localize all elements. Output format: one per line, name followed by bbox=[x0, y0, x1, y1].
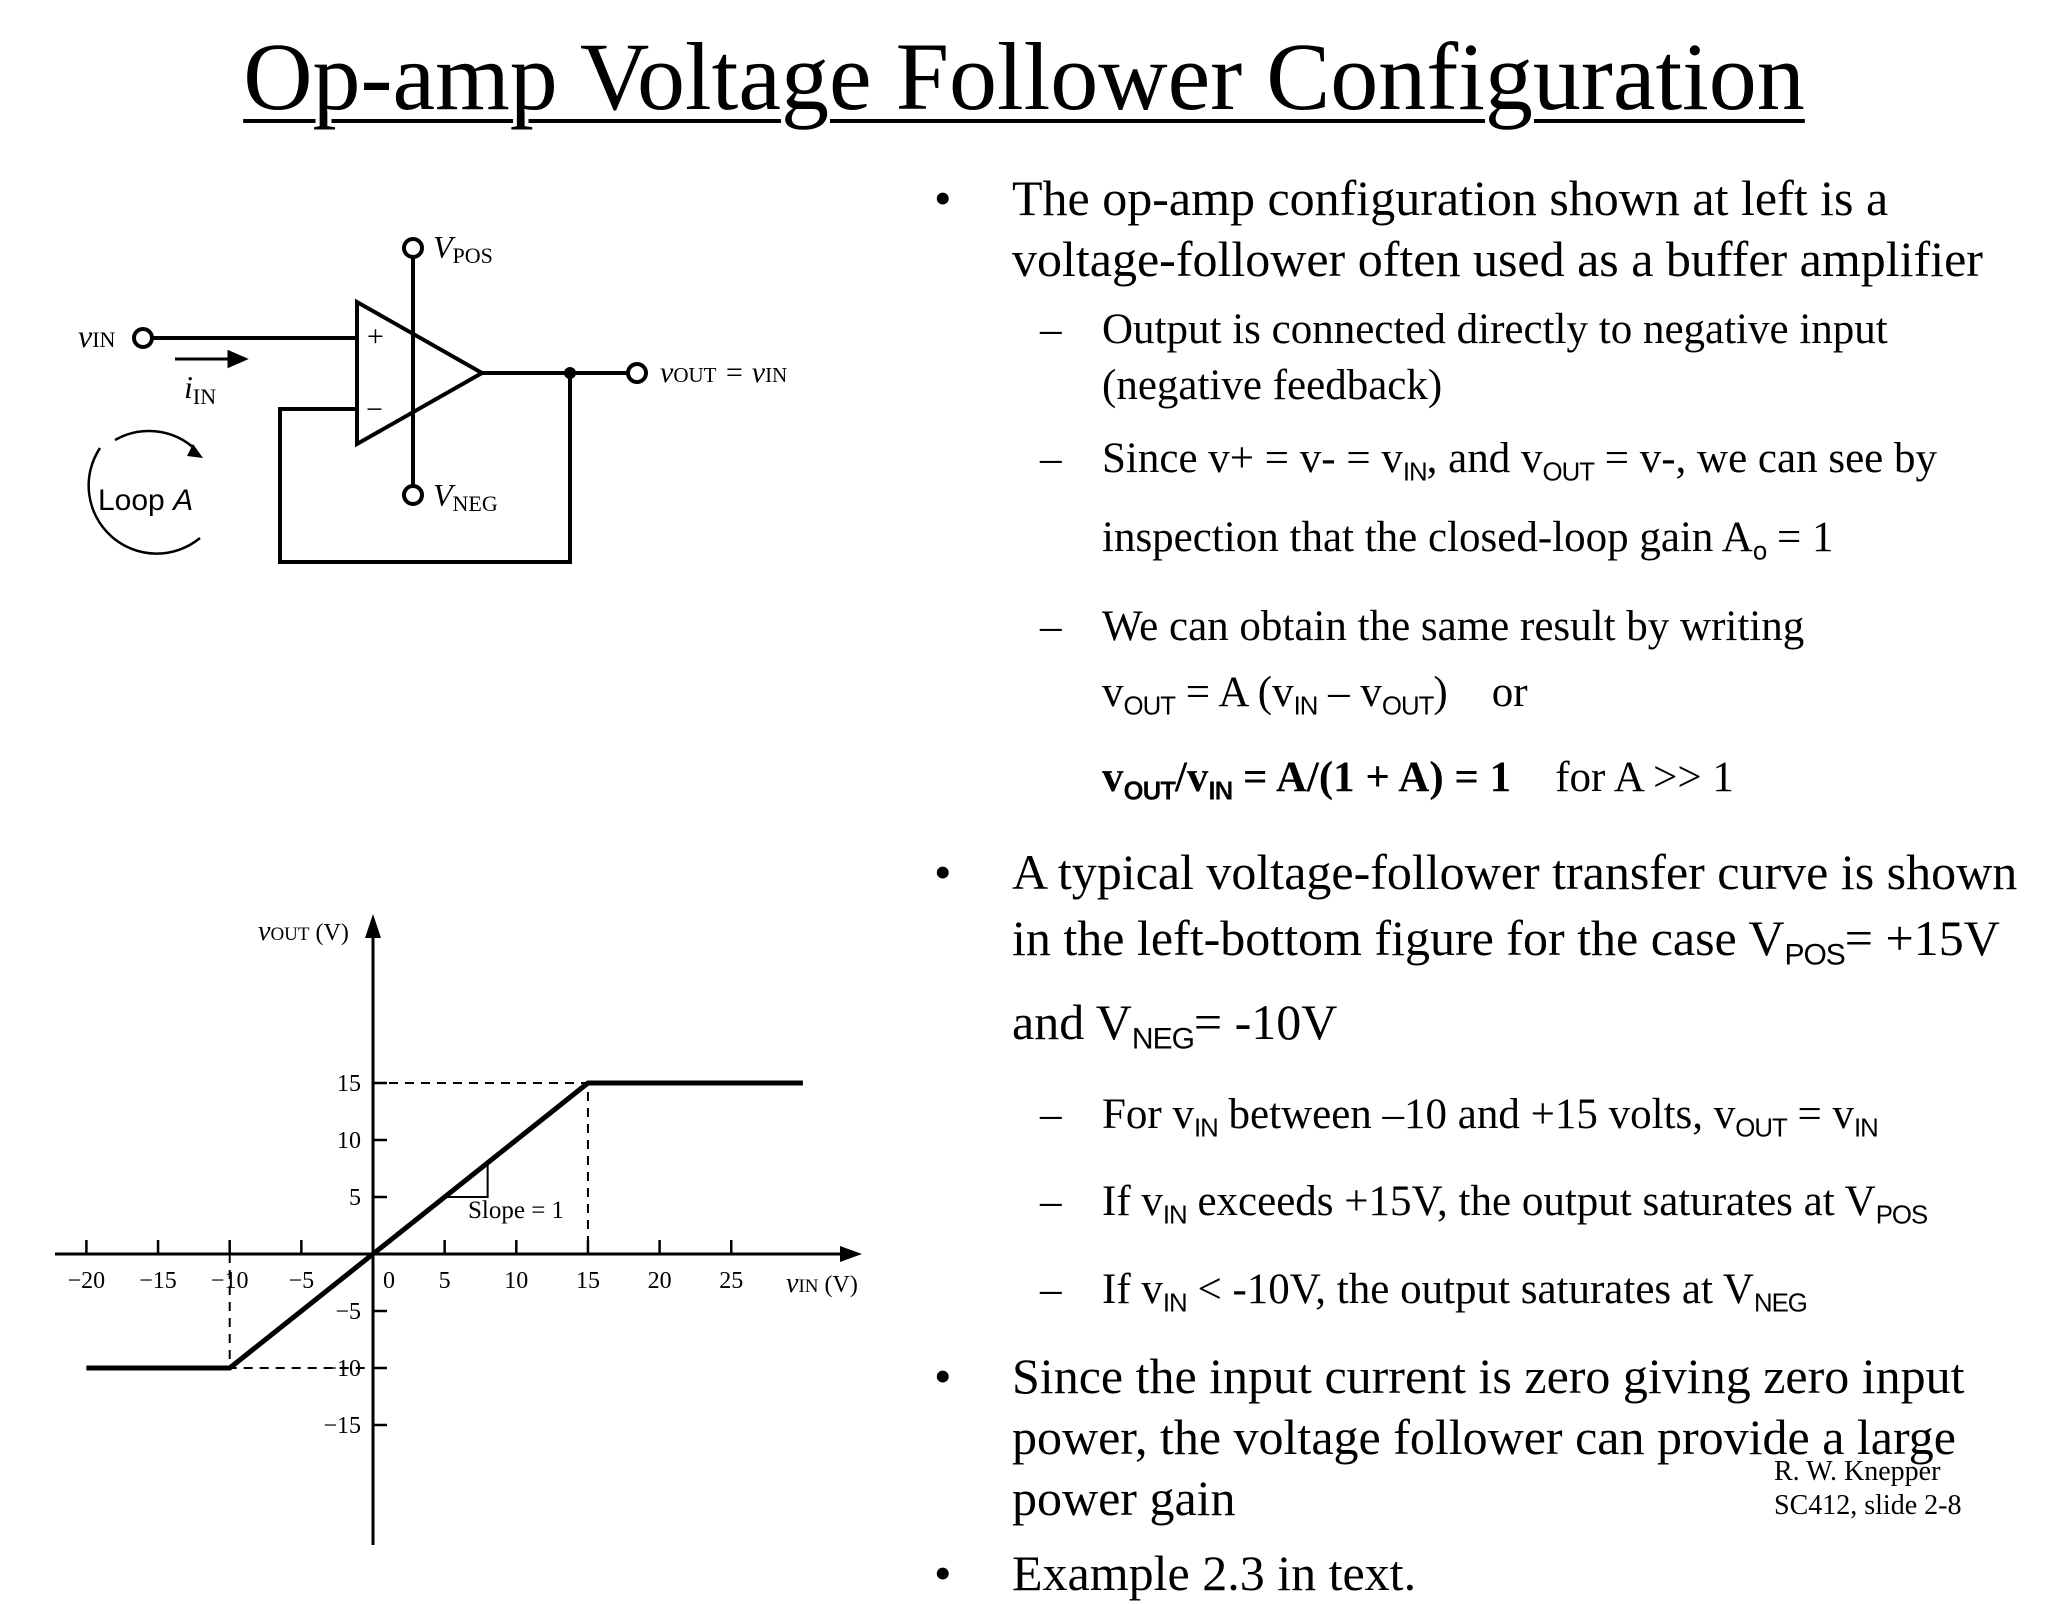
x-tick-label: −10 bbox=[210, 1268, 249, 1294]
x-tick-label: 5 bbox=[438, 1268, 451, 1294]
y-tick-label: −5 bbox=[335, 1299, 361, 1325]
subscript: IN bbox=[1854, 1114, 1878, 1143]
bullet-1-sub-1-text: Output is connected directly to negative input (negative feedback) bbox=[1102, 306, 1888, 409]
y-tick-label: 5 bbox=[349, 1185, 361, 1211]
svg-text:Loop A bbox=[98, 484, 193, 517]
text-run: /v bbox=[1174, 753, 1209, 801]
y-axis-label-unit: (V) bbox=[309, 920, 349, 946]
x-tick-label: 0 bbox=[383, 1268, 395, 1294]
bullet-1-sub-1 bbox=[920, 302, 2040, 414]
bullet-1-sub-2 bbox=[920, 426, 2040, 585]
subscript: NEG bbox=[1753, 1288, 1807, 1317]
text-run: If v bbox=[1102, 1265, 1163, 1313]
x-axis-label-main: v bbox=[786, 1268, 799, 1299]
vout-eq: = v bbox=[716, 356, 766, 389]
subscript: POS bbox=[1875, 1201, 1928, 1230]
vneg-terminal bbox=[404, 486, 422, 504]
feedback-wire bbox=[280, 373, 570, 562]
text-run: between –10 and +15 volts, v bbox=[1217, 1091, 1736, 1139]
bullet-4 bbox=[920, 1543, 2040, 1604]
text-run: = +15V and V bbox=[1012, 910, 1999, 1050]
subscript: OUT bbox=[1735, 1114, 1787, 1143]
subscript: OUT bbox=[1542, 458, 1594, 487]
vout-terminal bbox=[628, 364, 646, 382]
y-tick-label: −15 bbox=[323, 1413, 361, 1439]
equation-1 bbox=[920, 665, 2040, 734]
loop-letter: A bbox=[173, 484, 194, 517]
credit-author: R. W. Knepper bbox=[1774, 1456, 1941, 1487]
output-node bbox=[564, 367, 576, 379]
text-run: Since v+ = v- = v bbox=[1102, 435, 1403, 482]
svg-text:VNEG bbox=[433, 477, 498, 516]
text-run: for A >> 1 bbox=[1555, 753, 1734, 801]
y-tick-label: −10 bbox=[323, 1356, 361, 1382]
text-run: ) bbox=[1433, 668, 1448, 716]
x-tick-label: 10 bbox=[504, 1268, 529, 1294]
subscript: IN bbox=[1402, 458, 1427, 487]
subscript: IN bbox=[1208, 777, 1233, 805]
text-run: If v bbox=[1102, 1178, 1163, 1226]
vpos-sub: POS bbox=[452, 243, 493, 268]
text-run: For v bbox=[1102, 1091, 1194, 1139]
voltage-follower-schematic bbox=[0, 200, 900, 660]
bullet-3-text: Since the input current is zero giving zero input power, the voltage follower can provide a large power gain bbox=[1012, 1347, 1965, 1526]
vout-label: v bbox=[660, 356, 674, 389]
subscript: IN bbox=[1193, 1114, 1218, 1143]
y-axis-arrowhead bbox=[365, 914, 381, 938]
vneg-sub: NEG bbox=[452, 491, 498, 516]
subscript: OUT bbox=[1123, 691, 1175, 720]
bullet-2-sub-3 bbox=[920, 1257, 2040, 1336]
slope-annotation: Slope = 1 bbox=[468, 1197, 565, 1224]
credit-course: SC412, slide 2-8 bbox=[1774, 1490, 1962, 1521]
minus-sign: − bbox=[366, 393, 383, 426]
text-run: exceeds +15V, the output saturates at V bbox=[1186, 1178, 1876, 1226]
vout-eq-sub: IN bbox=[765, 363, 788, 387]
vin-label: v bbox=[78, 318, 93, 354]
bullet-1-sub-3-text: We can obtain the same result by writing bbox=[1102, 602, 1805, 650]
text-run: = v-, we can see by inspection that the closed-loop gain A bbox=[1102, 435, 1938, 562]
x-axis-label-unit: (V) bbox=[818, 1272, 858, 1298]
text-run: = v bbox=[1786, 1091, 1854, 1139]
subscript: POS bbox=[1784, 938, 1845, 972]
sub-dash: – bbox=[1040, 1265, 1062, 1313]
svg-text:iIN bbox=[184, 369, 216, 409]
text-run: = 1 bbox=[1766, 514, 1834, 562]
bullet-dot: • bbox=[934, 844, 952, 900]
bullet-1 bbox=[920, 168, 2040, 290]
x-tick-label: 25 bbox=[719, 1268, 744, 1294]
x-tick-label: −5 bbox=[288, 1268, 315, 1294]
text-run: or bbox=[1491, 668, 1528, 716]
bullet-1-text: The op-amp configuration shown at left is a voltage-follower often used as a buffer amplifier bbox=[1012, 170, 1983, 287]
svg-text:vOUT = vIN bbox=[660, 356, 787, 389]
bullet-list bbox=[920, 168, 2040, 1604]
svg-text:vIN bbox=[78, 318, 116, 354]
text-run: = A (v bbox=[1174, 668, 1294, 716]
subscript: o bbox=[1752, 537, 1767, 566]
svg-text:vIN (V) bbox=[786, 1268, 858, 1299]
text-run: v bbox=[1102, 753, 1124, 801]
x-axis-arrowhead bbox=[840, 1246, 862, 1262]
vpos-terminal bbox=[404, 239, 422, 257]
sub-dash: – bbox=[1040, 1091, 1062, 1139]
plus-sign: + bbox=[367, 320, 384, 353]
x-tick-label: −20 bbox=[67, 1268, 106, 1294]
y-axis-label-sub: OUT bbox=[270, 924, 310, 945]
bullet-2-sub-1 bbox=[920, 1082, 2040, 1161]
text-run: = -10V bbox=[1193, 993, 1338, 1050]
text-run: – v bbox=[1317, 668, 1382, 716]
transfer-curve-line bbox=[86, 1083, 803, 1368]
subscript: IN bbox=[1162, 1288, 1187, 1317]
x-axis-label-sub: IN bbox=[798, 1276, 819, 1297]
x-tick-label: −15 bbox=[139, 1268, 177, 1294]
x-tick-label: 20 bbox=[647, 1268, 672, 1294]
iin-label: i bbox=[184, 369, 193, 405]
y-axis-label-main: v bbox=[258, 916, 271, 947]
vpos-label: V bbox=[433, 229, 453, 265]
vin-sub: IN bbox=[92, 327, 116, 352]
bullet-2-sub-2 bbox=[920, 1169, 2040, 1248]
bullet-2 bbox=[920, 839, 2040, 1072]
subscript: OUT bbox=[1123, 777, 1175, 805]
sub-dash: – bbox=[1040, 602, 1062, 650]
svg-text:vOUT (V) bbox=[258, 916, 349, 947]
text-run: A typical voltage-follower transfer curve is shown in the left-bottom figure for the case V bbox=[1012, 844, 2018, 966]
vout-sub: OUT bbox=[673, 363, 717, 387]
y-tick-label: 10 bbox=[337, 1128, 361, 1154]
x-tick-label: 15 bbox=[575, 1268, 600, 1294]
text-run: = A/(1 + A) = 1 bbox=[1232, 753, 1512, 801]
slide-credit bbox=[1774, 1455, 1961, 1523]
bullet-1-sub-3 bbox=[920, 599, 2040, 655]
subscript: IN bbox=[1162, 1201, 1187, 1230]
vin-terminal bbox=[134, 329, 152, 347]
sub-dash: – bbox=[1040, 435, 1062, 482]
subscript: OUT bbox=[1381, 691, 1434, 720]
loop-label: Loop bbox=[98, 484, 174, 517]
bullet-dot: • bbox=[934, 1544, 952, 1601]
subscript: IN bbox=[1293, 691, 1318, 720]
iin-sub: IN bbox=[192, 384, 217, 409]
text-run: < -10V, the output saturates at V bbox=[1186, 1265, 1754, 1313]
svg-text:VPOS bbox=[433, 229, 493, 268]
bullet-4-text: Example 2.3 in text. bbox=[1012, 1544, 1417, 1601]
text-run: , and v bbox=[1426, 435, 1543, 482]
slide-title: Op-amp Voltage Follower Configuration bbox=[243, 23, 1805, 130]
bullet-dot: • bbox=[934, 170, 952, 226]
bullet-dot: • bbox=[934, 1347, 952, 1404]
equation-2 bbox=[920, 750, 2040, 819]
subscript: NEG bbox=[1131, 1022, 1194, 1056]
y-tick-label: 15 bbox=[337, 1071, 361, 1097]
vneg-label: V bbox=[433, 477, 453, 513]
text-run: v bbox=[1102, 668, 1124, 716]
sub-dash: – bbox=[1040, 306, 1062, 353]
sub-dash: – bbox=[1040, 1178, 1062, 1226]
transfer-curve-chart bbox=[0, 900, 900, 1540]
loop-arc bbox=[115, 431, 196, 450]
